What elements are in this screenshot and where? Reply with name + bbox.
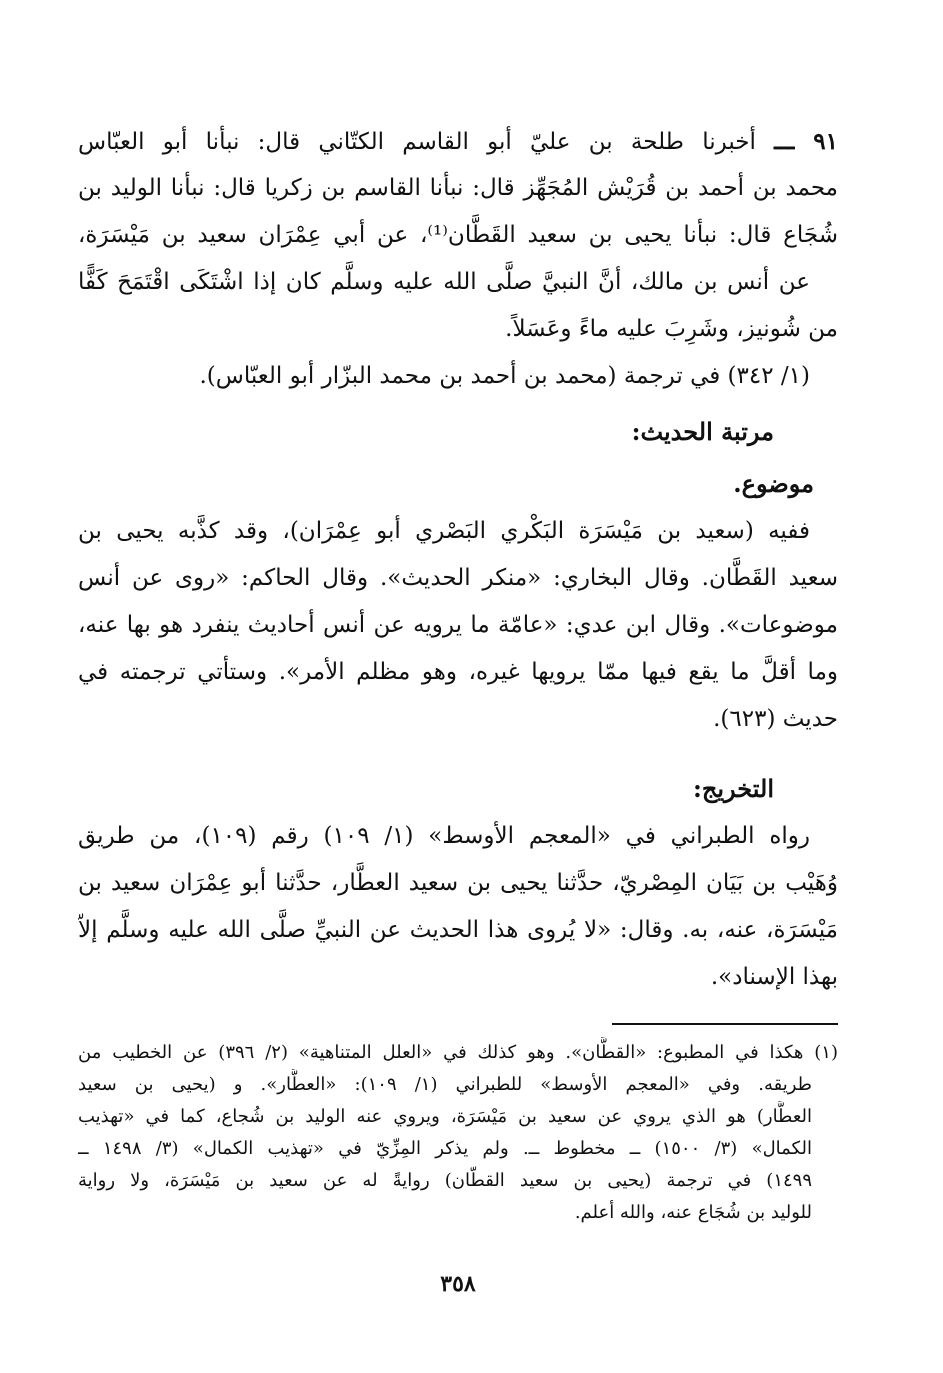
footnote-line: العطَّار) هو الذي يروي عن سعيد بن مَيْسَرَة، ويروي عنه الوليد بن شُجاع، كما في «تهذيب bbox=[78, 1106, 812, 1127]
page-number: ٣٥٨ bbox=[440, 1271, 476, 1297]
hadith-line: محمد بن أحمد بن قُرَيْش المُجَهِّز قال: نبأنا القاسم بن زكريا قال: نبأنا الوليد بن bbox=[78, 175, 838, 201]
takhrij-section bbox=[78, 765, 838, 1001]
hadith-line: عن أنس بن مالك، أنَّ النبيَّ صلَّى الله عليه وسلَّم كان إذا اشْتَكَى اقْتَمَحَ كَفًّا bbox=[78, 269, 810, 295]
rank-line: موضوعات». وقال ابن عدي: «عامّة ما يرويه عن أنس أحاديث ينفرد هو بها عنه، bbox=[78, 612, 838, 638]
rank-heading: مرتبة الحديث: bbox=[631, 417, 774, 446]
footnote-line: طريقه. وفي «المعجم الأوسط» للطبراني (١/ ١٠٩): «العطَّار». و (يحيى بن سعيد bbox=[78, 1074, 812, 1095]
rank-line: ففيه (سعيد بن مَيْسَرَة البَكْري البَصْري أبو عِمْرَان)، وقد كذَّبه يحيى بن bbox=[78, 518, 810, 544]
footnote-line: للوليد بن شُجَاع عنه، والله أعلم. bbox=[574, 1202, 812, 1223]
hadith-line-text: أخبرنا طلحة بن عليّ أبو القاسم الكتّاني قال: نبأنا أبو العبّاس bbox=[78, 129, 756, 155]
hadith-line bbox=[78, 118, 838, 165]
footnote-line: الكمال» (٣/ ١٥٠٠) ــ مخطوط ــ. ولم يذكر المِزِّيّ في «تهذيب الكمال» (٣/ ١٤٩٨ ــ bbox=[78, 1138, 812, 1159]
document-page bbox=[78, 118, 838, 1297]
hadith-source-reference: (١/ ٣٤٢) في ترجمة (محمد بن أحمد بن محمد البزّار أبو العبّاس). bbox=[199, 363, 810, 389]
hadith-section bbox=[78, 118, 838, 400]
takhrij-line: بهذا الإسناد». bbox=[710, 964, 838, 990]
footnote-divider bbox=[612, 1023, 838, 1025]
rank-verdict: موضوع. bbox=[733, 469, 814, 498]
rank-section bbox=[78, 408, 838, 743]
hadith-line: شُجَاع قال: نبأنا يحيى بن سعيد القَطَّان⁽¹⁾، عن أبي عِمْرَان سعيد بن مَيْسَرَة، bbox=[78, 222, 838, 248]
rank-line: حديث (٦٢٣). bbox=[713, 706, 838, 732]
footnote-line: (١) هكذا في المطبوع: «القطَّان». وهو كذلك في «العلل المتناهية» (٢/ ٣٩٦) عن الخطيب من bbox=[78, 1042, 838, 1063]
hadith-number: ٩١ ـــ bbox=[774, 128, 838, 155]
rank-line: سعيد القَطَّان. وقال البخاري: «منكر الحديث». وقال الحاكم: «روى عن أنس bbox=[78, 565, 838, 591]
footnote-section bbox=[78, 1037, 838, 1229]
takhrij-line: وُهَيْب بن بَيَان المِصْريّ، حدَّثنا يحيى بن سعيد العطَّار، حدَّثنا أبو عِمْرَان سعيد بن bbox=[78, 870, 838, 896]
rank-line: وما أقلَّ ما يقع فيها ممّا يرويها غيره، وهو مظلم الأمر». وستأتي ترجمته في bbox=[78, 659, 838, 685]
hadith-line: من شُونيز، وشَرِبَ عليه ماءً وعَسَلاً. bbox=[505, 316, 838, 342]
takhrij-heading: التخريج: bbox=[693, 774, 774, 803]
footnote-line: ١٤٩٩) في ترجمة (يحيى بن سعيد القطّان) روايةً له عن سعيد بن مَيْسَرَة، ولا رواية bbox=[78, 1170, 812, 1191]
takhrij-line: رواه الطبراني في «المعجم الأوسط» (١/ ١٠٩) رقم (١٠٩)، من طريق bbox=[78, 823, 810, 849]
section-gap bbox=[78, 743, 838, 757]
takhrij-line: مَيْسَرَة، عنه، به. وقال: «لا يُروى هذا الحديث عن النبيِّ صلَّى الله عليه وسلَّم إلاّ bbox=[78, 917, 838, 943]
